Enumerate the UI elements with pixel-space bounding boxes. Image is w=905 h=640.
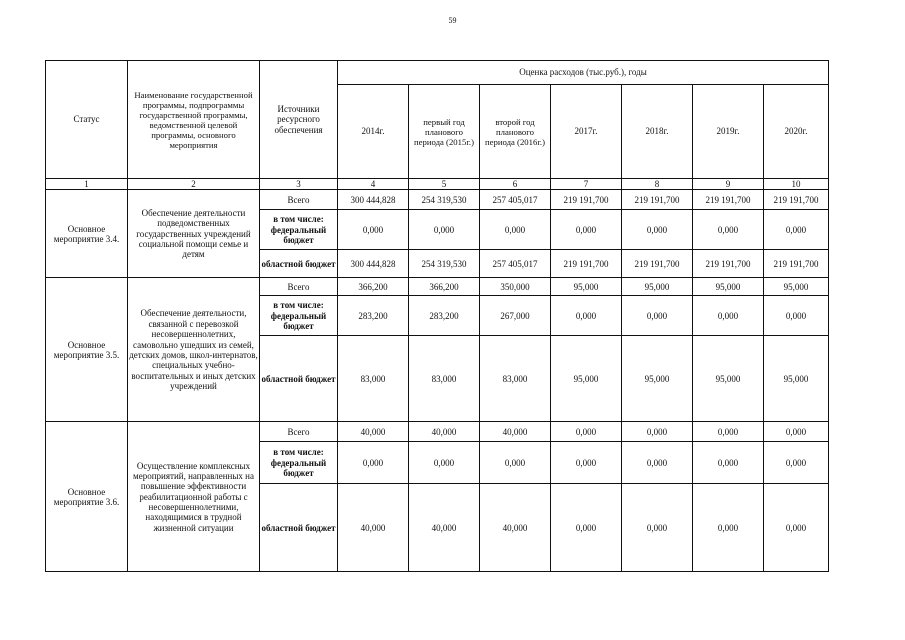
event-status: Основное мероприятие 3.5. bbox=[46, 278, 128, 422]
value-cell: 0,000 bbox=[764, 442, 829, 484]
value-cell: 0,000 bbox=[622, 210, 693, 250]
value-cell: 219 191,700 bbox=[693, 190, 764, 210]
source-federal: в том числе: федеральный бюджет bbox=[260, 210, 338, 250]
value-cell: 219 191,700 bbox=[764, 190, 829, 210]
value-cell: 219 191,700 bbox=[551, 190, 622, 210]
event-status: Основное мероприятие 3.6. bbox=[46, 422, 128, 572]
value-cell: 0,000 bbox=[764, 422, 829, 442]
value-cell: 0,000 bbox=[409, 442, 480, 484]
value-cell: 257 405,017 bbox=[480, 250, 551, 278]
value-cell: 283,200 bbox=[409, 296, 480, 336]
value-cell: 40,000 bbox=[409, 422, 480, 442]
column-number: 8 bbox=[622, 179, 693, 190]
table-row bbox=[46, 278, 829, 296]
value-cell: 0,000 bbox=[622, 484, 693, 572]
value-cell: 95,000 bbox=[622, 336, 693, 422]
value-cell: 300 444,828 bbox=[338, 190, 409, 210]
value-cell: 219 191,700 bbox=[764, 250, 829, 278]
header-row-top bbox=[46, 61, 829, 85]
column-number: 10 bbox=[764, 179, 829, 190]
table-row bbox=[46, 422, 829, 442]
value-cell: 0,000 bbox=[551, 422, 622, 442]
value-cell: 0,000 bbox=[764, 210, 829, 250]
value-cell: 366,200 bbox=[409, 278, 480, 296]
event-name: Обеспечение деятельности подведомственных государственных учреждений социальной помощи семье и детям bbox=[128, 190, 260, 278]
source-regional: областной бюджет bbox=[260, 250, 338, 278]
value-cell: 95,000 bbox=[693, 336, 764, 422]
source-federal: в том числе: федеральный бюджет bbox=[260, 296, 338, 336]
value-cell: 0,000 bbox=[693, 210, 764, 250]
value-cell: 0,000 bbox=[338, 210, 409, 250]
value-cell: 95,000 bbox=[622, 278, 693, 296]
source-regional: областной бюджет bbox=[260, 484, 338, 572]
value-cell: 83,000 bbox=[338, 336, 409, 422]
header-sources: Источники ресурсного обеспечения bbox=[260, 61, 338, 179]
value-cell: 300 444,828 bbox=[338, 250, 409, 278]
value-cell: 0,000 bbox=[693, 484, 764, 572]
event-name: Осуществление комплексных мероприятий, направленных на повышение эффективности реабилитационной работы с несовершеннолетними, находящимися в трудной жизненной ситуации bbox=[128, 422, 260, 572]
column-number-row bbox=[46, 179, 829, 190]
source-total: Всего bbox=[260, 278, 338, 296]
source-federal: в том числе: федеральный бюджет bbox=[260, 442, 338, 484]
value-cell: 40,000 bbox=[409, 484, 480, 572]
column-number: 7 bbox=[551, 179, 622, 190]
value-cell: 95,000 bbox=[693, 278, 764, 296]
event-name: Обеспечение деятельности, связанной с перевозкой несовершеннолетних, самовольно ушедших из семей, детских домов, школ-интернатов, специальных учебно-воспитательных и иных детских учреждений bbox=[128, 278, 260, 422]
value-cell: 95,000 bbox=[764, 278, 829, 296]
value-cell: 0,000 bbox=[551, 442, 622, 484]
value-cell: 219 191,700 bbox=[693, 250, 764, 278]
value-cell: 40,000 bbox=[480, 484, 551, 572]
value-cell: 366,200 bbox=[338, 278, 409, 296]
value-cell: 350,000 bbox=[480, 278, 551, 296]
value-cell: 40,000 bbox=[338, 484, 409, 572]
value-cell: 0,000 bbox=[693, 296, 764, 336]
header-year-6: 2019г. bbox=[693, 85, 764, 179]
value-cell: 95,000 bbox=[551, 278, 622, 296]
value-cell: 0,000 bbox=[693, 422, 764, 442]
value-cell: 283,200 bbox=[338, 296, 409, 336]
header-year-2: первый год планового периода (2015г.) bbox=[409, 85, 480, 179]
value-cell: 0,000 bbox=[551, 484, 622, 572]
header-year-4: 2017г. bbox=[551, 85, 622, 179]
column-number: 5 bbox=[409, 179, 480, 190]
value-cell: 0,000 bbox=[338, 442, 409, 484]
value-cell: 0,000 bbox=[480, 442, 551, 484]
source-total: Всего bbox=[260, 422, 338, 442]
header-status: Статус bbox=[46, 61, 128, 179]
column-number: 9 bbox=[693, 179, 764, 190]
header-year-5: 2018г. bbox=[622, 85, 693, 179]
value-cell: 40,000 bbox=[338, 422, 409, 442]
expenditure-table bbox=[45, 60, 829, 572]
header-name: Наименование государственной программы, подпрограммы государственной программы, ведомственной целевой программы, основного мероприятия bbox=[128, 61, 260, 179]
value-cell: 95,000 bbox=[764, 336, 829, 422]
value-cell: 83,000 bbox=[480, 336, 551, 422]
value-cell: 0,000 bbox=[480, 210, 551, 250]
value-cell: 0,000 bbox=[551, 210, 622, 250]
column-number: 2 bbox=[128, 179, 260, 190]
value-cell: 0,000 bbox=[551, 296, 622, 336]
value-cell: 0,000 bbox=[622, 422, 693, 442]
table-row bbox=[46, 190, 829, 210]
expenditure-table-container bbox=[45, 60, 829, 572]
value-cell: 0,000 bbox=[693, 442, 764, 484]
value-cell: 219 191,700 bbox=[622, 190, 693, 210]
value-cell: 0,000 bbox=[764, 296, 829, 336]
column-number: 1 bbox=[46, 179, 128, 190]
header-year-3: второй год планового периода (2016г.) bbox=[480, 85, 551, 179]
value-cell: 83,000 bbox=[409, 336, 480, 422]
page-number: 59 bbox=[448, 16, 457, 25]
value-cell: 254 319,530 bbox=[409, 190, 480, 210]
event-status: Основное мероприятие 3.4. bbox=[46, 190, 128, 278]
value-cell: 0,000 bbox=[622, 296, 693, 336]
column-number: 6 bbox=[480, 179, 551, 190]
value-cell: 0,000 bbox=[764, 484, 829, 572]
value-cell: 40,000 bbox=[480, 422, 551, 442]
value-cell: 219 191,700 bbox=[622, 250, 693, 278]
header-year-7: 2020г. bbox=[764, 85, 829, 179]
header-year-1: 2014г. bbox=[338, 85, 409, 179]
column-number: 3 bbox=[260, 179, 338, 190]
column-number: 4 bbox=[338, 179, 409, 190]
header-cost-group: Оценка расходов (тыс.руб.), годы bbox=[338, 61, 829, 85]
source-total: Всего bbox=[260, 190, 338, 210]
value-cell: 267,000 bbox=[480, 296, 551, 336]
value-cell: 0,000 bbox=[622, 442, 693, 484]
value-cell: 257 405,017 bbox=[480, 190, 551, 210]
value-cell: 254 319,530 bbox=[409, 250, 480, 278]
value-cell: 219 191,700 bbox=[551, 250, 622, 278]
value-cell: 0,000 bbox=[409, 210, 480, 250]
value-cell: 95,000 bbox=[551, 336, 622, 422]
source-regional: областной бюджет bbox=[260, 336, 338, 422]
